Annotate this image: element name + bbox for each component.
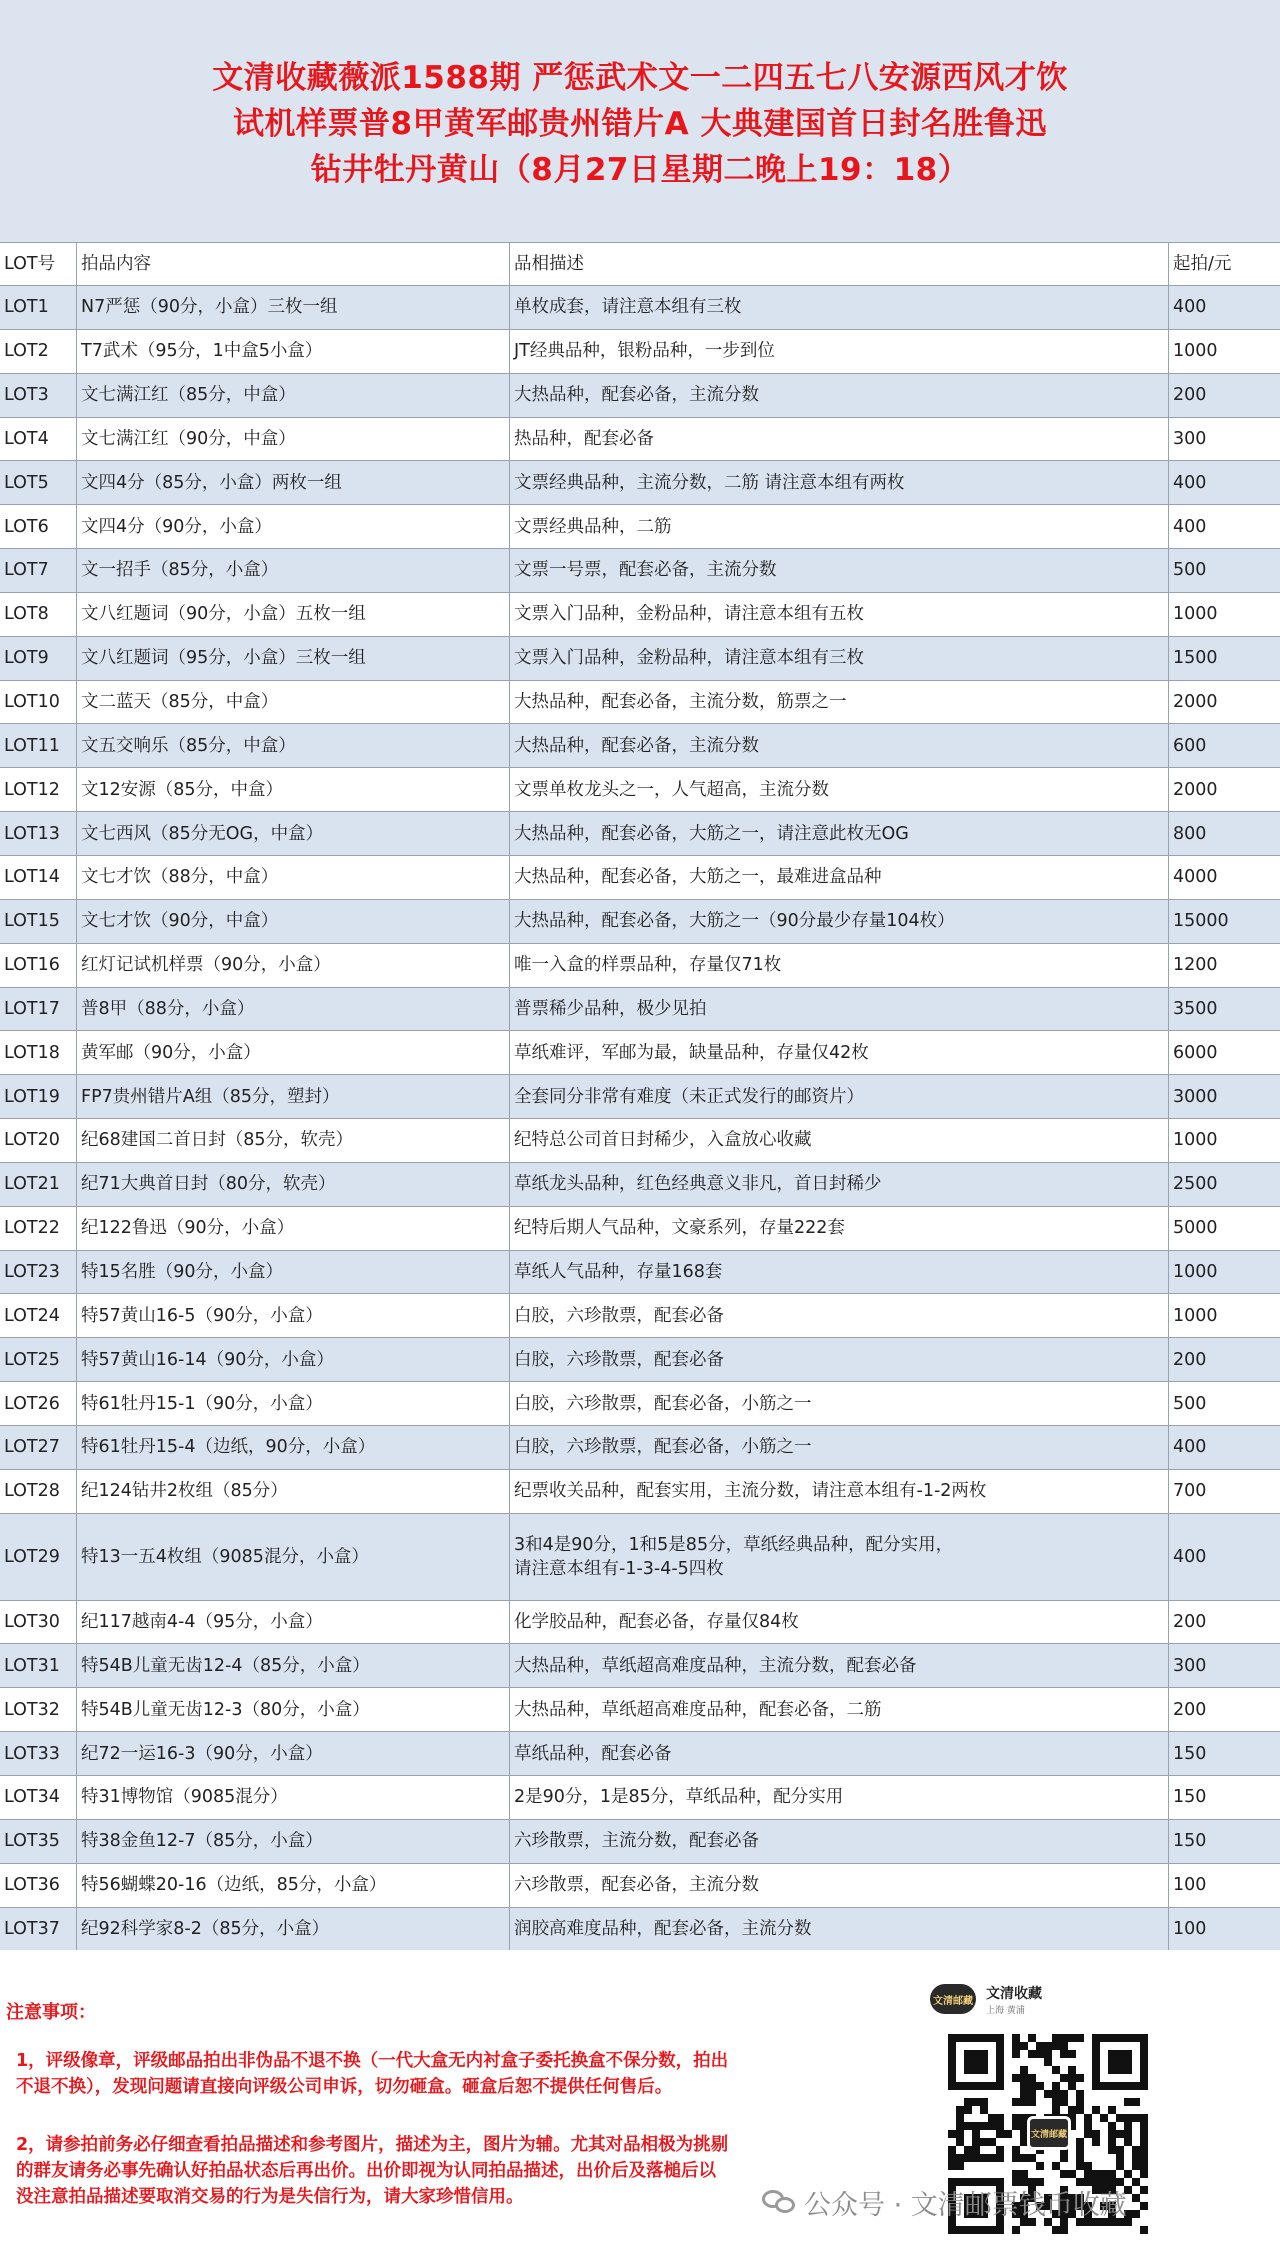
lot-start-price: 400 xyxy=(1173,1546,1207,1567)
lot-description: 草纸难评，军邮为最，缺量品种，存量仅42枚 xyxy=(510,1031,1169,1074)
lot-start-price: 2000 xyxy=(1173,779,1218,800)
lot-description: 六珍散票，配套必备，主流分数 xyxy=(510,1864,1169,1907)
lot-number: LOT16 xyxy=(0,944,77,987)
table-row xyxy=(0,1119,1280,1163)
lot-item: 文一招手（85分，小盒） xyxy=(77,549,510,592)
lot-item: 特38金鱼12-7（85分，小盒） xyxy=(77,1820,510,1863)
brand-block xyxy=(930,1982,1130,2016)
lot-start-price: 1000 xyxy=(1173,604,1218,625)
lot-description: 大热品种，配套必备，大筋之一（90分最少存量104枚） xyxy=(510,900,1169,943)
lot-number: LOT28 xyxy=(0,1470,77,1513)
lot-description: 大热品种，草纸超高难度品种，配套必备，二筋 xyxy=(510,1688,1169,1731)
lot-number: LOT27 xyxy=(0,1426,77,1469)
lot-start-price: 1500 xyxy=(1173,648,1218,669)
lot-number: LOT31 xyxy=(0,1644,77,1687)
lot-number: LOT5 xyxy=(0,461,77,504)
lot-start-price: 400 xyxy=(1173,472,1207,493)
lot-item: 文12安源（85分，中盒） xyxy=(77,768,510,811)
lot-item: 特54B儿童无齿12-4（85分，小盒） xyxy=(77,1644,510,1687)
lot-start-price: 200 xyxy=(1173,385,1207,406)
lot-item: 文四4分（85分，小盒）两枚一组 xyxy=(77,461,510,504)
lot-description: 单枚成套，请注意本组有三枚 xyxy=(510,286,1169,329)
table-row xyxy=(0,637,1280,681)
lot-item: 文七满江红（90分，中盒） xyxy=(77,418,510,461)
lot-start-price: 300 xyxy=(1173,1655,1207,1676)
lot-start-price: 400 xyxy=(1173,516,1207,537)
lot-number: LOT13 xyxy=(0,812,77,855)
lot-description: 大热品种，配套必备，主流分数 xyxy=(510,724,1169,767)
lot-item: 文四4分（90分，小盒） xyxy=(77,505,510,548)
table-row xyxy=(0,1776,1280,1820)
lot-item: 文五交响乐（85分，中盒） xyxy=(77,724,510,767)
lot-description: 热品种，配套必备 xyxy=(510,418,1169,461)
lot-start-price: 500 xyxy=(1173,1393,1207,1414)
lot-number: LOT6 xyxy=(0,505,77,548)
notes-line: 的群友请务必事先确认好拍品状态后再出价。出价即视为认同拍品描述，出价后及落槌后以 xyxy=(16,2161,716,2181)
qr-center-logo-text: 文清邮藏 xyxy=(1030,2129,1067,2140)
lot-number: LOT29 xyxy=(0,1514,77,1600)
lot-number: LOT37 xyxy=(0,1908,77,1951)
lot-number: LOT24 xyxy=(0,1294,77,1337)
lot-start-price: 5000 xyxy=(1173,1218,1218,1239)
table-row xyxy=(0,1732,1280,1776)
lot-start-price: 1000 xyxy=(1173,1261,1218,1282)
lot-description: JT经典品种，银粉品种，一步到位 xyxy=(510,330,1169,373)
table-row xyxy=(0,1908,1280,1952)
lot-start-price: 150 xyxy=(1173,1831,1207,1852)
lot-start-price: 150 xyxy=(1173,1743,1207,1764)
table-row xyxy=(0,1294,1280,1338)
lot-description: 白胶，六珍散票，配套必备，小筋之一 xyxy=(510,1426,1169,1469)
lot-item: 特15名胜（90分，小盒） xyxy=(77,1251,510,1294)
lot-start-price: 700 xyxy=(1173,1481,1207,1502)
lot-description: 白胶，六珍散票，配套必备，小筋之一 xyxy=(510,1382,1169,1425)
notes-line: 2，请参拍前务必仔细查看拍品描述和参考图片，描述为主，图片为辅。尤其对品相极为挑剔 xyxy=(16,2135,729,2155)
lot-start-price: 400 xyxy=(1173,297,1207,318)
table-row xyxy=(0,681,1280,725)
lot-description: 大热品种，配套必备，大筋之一，请注意此枚无OG xyxy=(510,812,1169,855)
lot-number: LOT3 xyxy=(0,374,77,417)
lot-number: LOT12 xyxy=(0,768,77,811)
lot-number: LOT19 xyxy=(0,1075,77,1118)
lot-description: 文票经典品种，二筋 xyxy=(510,505,1169,548)
lot-number: LOT7 xyxy=(0,549,77,592)
page-title-line-3: 钻井牡丹黄山（8月27日星期二晚上19：18） xyxy=(310,152,970,188)
lot-description: 2是90分，1是85分，草纸品种，配分实用 xyxy=(510,1776,1169,1819)
table-row xyxy=(0,1601,1280,1645)
table-row xyxy=(0,461,1280,505)
lot-item: 文七西风（85分无OG，中盒） xyxy=(77,812,510,855)
table-row xyxy=(0,1820,1280,1864)
table-row xyxy=(0,944,1280,988)
table-header-row xyxy=(0,242,1280,286)
table-row xyxy=(0,1251,1280,1295)
lot-number: LOT30 xyxy=(0,1601,77,1644)
lot-item: 文七满江红（85分，中盒） xyxy=(77,374,510,417)
lot-description: 白胶，六珍散票，配套必备 xyxy=(510,1338,1169,1381)
watermark xyxy=(762,2182,1127,2222)
lot-item: 普8甲（88分，小盒） xyxy=(77,988,510,1031)
brand-name: 文清收藏 xyxy=(986,1985,1042,2002)
lot-description: 白胶，六珍散票，配套必备 xyxy=(510,1294,1169,1337)
lot-number: LOT18 xyxy=(0,1031,77,1074)
lot-description: 草纸品种，配套必备 xyxy=(510,1732,1169,1775)
lot-start-price: 800 xyxy=(1173,823,1207,844)
table-row xyxy=(0,330,1280,374)
lot-description: 大热品种，配套必备，主流分数 xyxy=(510,374,1169,417)
lot-start-price: 150 xyxy=(1173,1787,1207,1808)
lot-description: 文票一号票，配套必备，主流分数 xyxy=(510,549,1169,592)
lot-description: 纪特后期人气品种，文豪系列，存量222套 xyxy=(510,1207,1169,1250)
lot-item: 文七才饮（88分，中盒） xyxy=(77,856,510,899)
lot-start-price: 300 xyxy=(1173,428,1207,449)
table-row xyxy=(0,593,1280,637)
notes-line: 没注意拍品描述要取消交易的行为是失信行为，请大家珍惜信用。 xyxy=(16,2187,524,2207)
lot-number: LOT10 xyxy=(0,681,77,724)
lot-start-price: 2000 xyxy=(1173,692,1218,713)
table-row xyxy=(0,856,1280,900)
lot-description-line: 3和4是90分，1和5是85分，草纸经典品种，配分实用， xyxy=(514,1534,954,1555)
lot-number: LOT9 xyxy=(0,637,77,680)
lot-item: 文二蓝天（85分，中盒） xyxy=(77,681,510,724)
lot-item: 特61牡丹15-1（90分，小盒） xyxy=(77,1382,510,1425)
lot-description xyxy=(510,1514,1169,1600)
table-row xyxy=(0,1688,1280,1732)
lot-description: 纪特总公司首日封稀少，入盒放心收藏 xyxy=(510,1119,1169,1162)
table-row xyxy=(0,1338,1280,1382)
table-row xyxy=(0,1470,1280,1514)
lot-number: LOT20 xyxy=(0,1119,77,1162)
lot-item: N7严惩（90分，小盒）三枚一组 xyxy=(77,286,510,329)
table-row xyxy=(0,768,1280,812)
lot-item: 纪122鲁迅（90分，小盒） xyxy=(77,1207,510,1250)
lot-item: 特57黄山16-14（90分，小盒） xyxy=(77,1338,510,1381)
table-row xyxy=(0,1207,1280,1251)
lot-start-price: 200 xyxy=(1173,1349,1207,1370)
lot-item: 特31博物馆（9085混分） xyxy=(77,1776,510,1819)
lot-start-price: 3500 xyxy=(1173,998,1218,1019)
lot-description: 草纸龙头品种，红色经典意义非凡，首日封稀少 xyxy=(510,1163,1169,1206)
lot-item: 纪124钻井2枚组（85分） xyxy=(77,1470,510,1513)
lot-number: LOT11 xyxy=(0,724,77,767)
column-header-item: 拍品内容 xyxy=(77,243,510,285)
table-row xyxy=(0,724,1280,768)
lot-number: LOT15 xyxy=(0,900,77,943)
lot-table xyxy=(0,242,1280,1951)
lot-description: 文票入门品种，金粉品种，请注意本组有五枚 xyxy=(510,593,1169,636)
lot-description: 大热品种，配套必备，主流分数，筋票之一 xyxy=(510,681,1169,724)
lot-start-price: 200 xyxy=(1173,1612,1207,1633)
page-title-line-2: 试机样票普8甲黄军邮贵州错片A 大典建国首日封名胜鲁迅 xyxy=(233,106,1047,142)
lot-item: 特56蝴蝶20-16（边纸，85分，小盒） xyxy=(77,1864,510,1907)
lot-start-price: 4000 xyxy=(1173,867,1218,888)
lot-description: 化学胶品种，配套必备，存量仅84枚 xyxy=(510,1601,1169,1644)
lot-number: LOT2 xyxy=(0,330,77,373)
lot-number: LOT4 xyxy=(0,418,77,461)
lot-description: 唯一入盒的样票品种，存量仅71枚 xyxy=(510,944,1169,987)
lot-description: 草纸人气品种，存量168套 xyxy=(510,1251,1169,1294)
table-row xyxy=(0,1163,1280,1207)
brand-text xyxy=(986,1983,1042,2016)
lot-start-price: 100 xyxy=(1173,1918,1207,1939)
lot-number: LOT34 xyxy=(0,1776,77,1819)
lot-number: LOT26 xyxy=(0,1382,77,1425)
notes-paragraph-2 xyxy=(16,2132,846,2210)
watermark-text: 公众号 · 文清邮票钱币收藏 xyxy=(804,2189,1127,2221)
lot-description: 文票单枚龙头之一，人气超高，主流分数 xyxy=(510,768,1169,811)
lot-item: 纪72一运16-3（90分，小盒） xyxy=(77,1732,510,1775)
lot-item: 红灯记试机样票（90分，小盒） xyxy=(77,944,510,987)
table-row xyxy=(0,1864,1280,1908)
lot-description: 六珍散票，主流分数，配套必备 xyxy=(510,1820,1169,1863)
lot-number: LOT25 xyxy=(0,1338,77,1381)
lot-number: LOT32 xyxy=(0,1688,77,1731)
lot-start-price: 1000 xyxy=(1173,1130,1218,1151)
table-row xyxy=(0,418,1280,462)
table-row xyxy=(0,988,1280,1032)
lot-number: LOT14 xyxy=(0,856,77,899)
notes-section xyxy=(0,1950,1280,2251)
lot-description: 文票经典品种，主流分数，二筋 请注意本组有两枚 xyxy=(510,461,1169,504)
lot-start-price: 1000 xyxy=(1173,341,1218,362)
lot-start-price: 500 xyxy=(1173,560,1207,581)
column-header-price: 起拍/元 xyxy=(1173,254,1232,274)
table-row xyxy=(0,812,1280,856)
table-row xyxy=(0,1644,1280,1688)
table-row xyxy=(0,549,1280,593)
brand-logo xyxy=(930,1984,976,2014)
table-row xyxy=(0,505,1280,549)
lot-item: 特54B儿童无齿12-3（80分，小盒） xyxy=(77,1688,510,1731)
lot-item: 黄军邮（90分，小盒） xyxy=(77,1031,510,1074)
page-header xyxy=(0,0,1280,242)
lot-number: LOT33 xyxy=(0,1732,77,1775)
lot-item: 特57黄山16-5（90分，小盒） xyxy=(77,1294,510,1337)
table-row xyxy=(0,1075,1280,1119)
lot-item: 纪117越南4-4（95分，小盒） xyxy=(77,1601,510,1644)
lot-item: 纪71大典首日封（80分，软壳） xyxy=(77,1163,510,1206)
notes-line: 不退不换），发现问题请直接向评级公司申诉，切勿砸盒。砸盒后恕不提供任何售后。 xyxy=(16,2077,673,2097)
lot-number: LOT21 xyxy=(0,1163,77,1206)
lot-item: T7武术（95分，1中盒5小盒） xyxy=(77,330,510,373)
wechat-icon xyxy=(762,2188,796,2216)
lot-number: LOT1 xyxy=(0,286,77,329)
table-row xyxy=(0,1031,1280,1075)
lot-description-lines xyxy=(514,1533,953,1581)
lot-number: LOT17 xyxy=(0,988,77,1031)
lot-description: 润胶高难度品种，配套必备，主流分数 xyxy=(510,1908,1169,1951)
lot-description: 普票稀少品种，极少见拍 xyxy=(510,988,1169,1031)
brand-subtitle: 上海 黄浦 xyxy=(986,2005,1025,2016)
lot-start-price: 2500 xyxy=(1173,1174,1218,1195)
table-row xyxy=(0,374,1280,418)
lot-start-price: 600 xyxy=(1173,735,1207,756)
brand-logo-text: 文清邮藏 xyxy=(933,1995,973,2007)
notes-title: 注意事项： xyxy=(6,2002,96,2023)
lot-start-price: 1200 xyxy=(1173,955,1218,976)
notes-paragraph-1 xyxy=(16,2048,846,2100)
lot-description: 纪票收关品种，配套实用，主流分数，请注意本组有-1-2两枚 xyxy=(510,1470,1169,1513)
lot-item: 文七才饮（90分，中盒） xyxy=(77,900,510,943)
lot-item: FP7贵州错片A组（85分，塑封） xyxy=(77,1075,510,1118)
table-row xyxy=(0,900,1280,944)
lot-description-line: 请注意本组有-1-3-4-5四枚 xyxy=(514,1558,724,1579)
lot-item: 文八红题词（90分，小盒）五枚一组 xyxy=(77,593,510,636)
lot-item: 纪68建国二首日封（85分，软壳） xyxy=(77,1119,510,1162)
qr-center-logo xyxy=(1027,2116,1071,2150)
lot-start-price: 6000 xyxy=(1173,1042,1218,1063)
lot-start-price: 3000 xyxy=(1173,1086,1218,1107)
table-row xyxy=(0,286,1280,330)
column-header-desc: 品相描述 xyxy=(510,243,1169,285)
lot-item: 文八红题词（95分，小盒）三枚一组 xyxy=(77,637,510,680)
lot-number: LOT36 xyxy=(0,1864,77,1907)
lot-number: LOT22 xyxy=(0,1207,77,1250)
lot-item: 特61牡丹15-4（边纸，90分，小盒） xyxy=(77,1426,510,1469)
notes-line: 1，评级像章，评级邮品拍出非伪品不退不换（一代大盒无内衬盒子委托换盒不保分数，拍出 xyxy=(16,2051,729,2071)
table-row xyxy=(0,1382,1280,1426)
lot-start-price: 200 xyxy=(1173,1699,1207,1720)
lot-start-price: 400 xyxy=(1173,1437,1207,1458)
lot-description: 大热品种，草纸超高难度品种，主流分数，配套必备 xyxy=(510,1644,1169,1687)
table-row xyxy=(0,1514,1280,1601)
page-title-line-1: 文清收藏薇派1588期 严惩武术文一二四五七八安源西风才饮 xyxy=(212,60,1068,96)
lot-number: LOT23 xyxy=(0,1251,77,1294)
lot-item: 纪92科学家8-2（85分，小盒） xyxy=(77,1908,510,1951)
table-row xyxy=(0,1426,1280,1470)
lot-number: LOT8 xyxy=(0,593,77,636)
lot-item: 特13一五4枚组（9085混分，小盒） xyxy=(77,1514,510,1600)
column-header-lot: LOT号 xyxy=(0,243,77,285)
lot-start-price: 1000 xyxy=(1173,1305,1218,1326)
lot-start-price: 100 xyxy=(1173,1875,1207,1896)
lot-description: 文票入门品种，金粉品种，请注意本组有三枚 xyxy=(510,637,1169,680)
lot-number: LOT35 xyxy=(0,1820,77,1863)
lot-start-price: 15000 xyxy=(1173,911,1229,932)
lot-description: 大热品种，配套必备，大筋之一，最难进盒品种 xyxy=(510,856,1169,899)
lot-description: 全套同分非常有难度（未正式发行的邮资片） xyxy=(510,1075,1169,1118)
